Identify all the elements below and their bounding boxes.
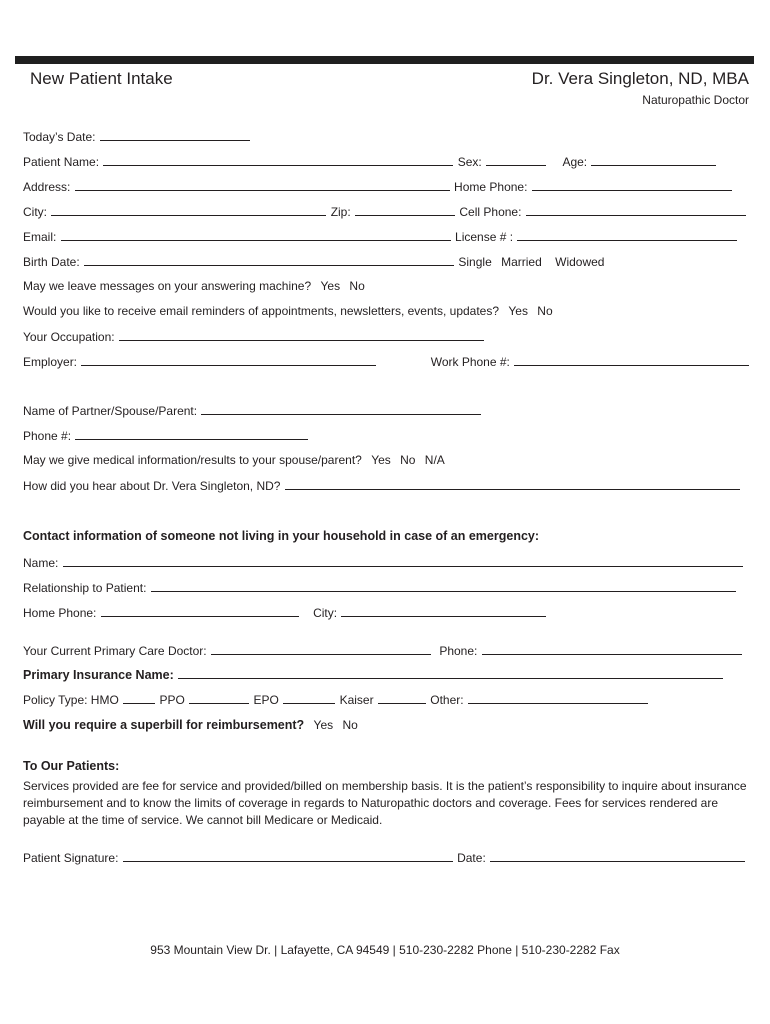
patient-name-field[interactable] <box>103 154 453 166</box>
page-title: New Patient Intake <box>30 69 173 88</box>
kaiser-label: Kaiser <box>339 693 374 707</box>
pcp-phone-label: Phone: <box>439 644 478 658</box>
partner-field[interactable] <box>201 403 481 415</box>
relationship-field[interactable] <box>151 580 736 592</box>
birth-date-label: Birth Date: <box>23 255 80 269</box>
referral-question: How did you hear about Dr. Vera Singleton, ND? <box>23 479 281 493</box>
home-phone-field[interactable] <box>532 179 732 191</box>
zip-label: Zip: <box>330 205 351 219</box>
phone-field[interactable] <box>75 428 308 440</box>
signature-date-field[interactable] <box>490 850 745 862</box>
notice-heading: To Our Patients: <box>23 759 120 773</box>
age-label: Age: <box>562 155 588 169</box>
messages-no-option[interactable]: No <box>349 279 365 293</box>
insurance-name-field[interactable] <box>178 667 723 679</box>
address-row <box>23 179 733 194</box>
epo-label: EPO <box>253 693 279 707</box>
emergency-name-field[interactable] <box>63 555 743 567</box>
epo-field[interactable] <box>283 692 335 704</box>
signature-date-label: Date: <box>457 851 486 865</box>
notice-body: Services provided are fee for service and provided/billed on membership basis. It is the patient’s responsibility to inquire about insurance reimbursement and to know the limits of coverage in regards to Naturopathic doctors and coverage. Fees for services rendered are payable at the time of service. We cannot bill Medicare or Medicaid. <box>23 779 747 827</box>
email-reminders-question: Would you like to receive email reminders of appointments, newsletters, events, updates? <box>23 304 500 318</box>
phone-row <box>23 428 309 443</box>
work-phone-label: Work Phone #: <box>430 355 510 369</box>
relationship-row <box>23 580 737 595</box>
emergency-home-phone-field[interactable] <box>101 605 299 617</box>
emergency-city-label: City: <box>313 606 338 620</box>
emergency-home-phone-label: Home Phone: <box>23 606 97 620</box>
email-reminders-row <box>23 304 553 318</box>
email-reminders-no-option[interactable]: No <box>537 304 553 318</box>
signature-row <box>23 850 746 865</box>
doctor-name: Dr. Vera Singleton, ND, MBA <box>531 69 749 88</box>
ppo-field[interactable] <box>189 692 249 704</box>
todays-date-label: Today’s Date: <box>23 130 96 144</box>
emergency-name-label: Name: <box>23 556 59 570</box>
footer-address: 953 Mountain View Dr. | Lafayette, CA 94549 | 510-230-2282 Phone | 510-230-2282 Fax <box>150 943 620 957</box>
hmo-field[interactable] <box>123 692 155 704</box>
partner-label: Name of Partner/Spouse/Parent: <box>23 404 198 418</box>
marital-single-option[interactable]: Single <box>458 255 492 269</box>
birth-date-row <box>23 254 604 269</box>
messages-yes-option[interactable]: Yes <box>320 279 341 293</box>
messages-question: May we leave messages on your answering machine? <box>23 279 312 293</box>
referral-row <box>23 478 741 493</box>
pcp-field[interactable] <box>211 643 431 655</box>
employer-label: Employer: <box>23 355 78 369</box>
city-label: City: <box>23 205 47 219</box>
superbill-yes-option[interactable]: Yes <box>313 718 334 732</box>
superbill-no-option[interactable]: No <box>342 718 358 732</box>
email-label: Email: <box>23 230 57 244</box>
email-row <box>23 229 738 244</box>
policy-type-row <box>23 692 649 707</box>
work-phone-field[interactable] <box>514 354 749 366</box>
marital-widowed-option[interactable]: Widowed <box>555 255 605 269</box>
home-phone-label: Home Phone: <box>454 180 528 194</box>
kaiser-field[interactable] <box>378 692 426 704</box>
policy-type-label: Policy Type: HMO <box>23 693 119 707</box>
signature-label: Patient Signature: <box>23 851 119 865</box>
address-field[interactable] <box>75 179 450 191</box>
marital-married-option[interactable]: Married <box>501 255 542 269</box>
employer-field[interactable] <box>81 354 376 366</box>
sex-label: Sex: <box>457 155 482 169</box>
patient-name-row <box>23 154 717 169</box>
todays-date-row <box>23 129 251 144</box>
relationship-label: Relationship to Patient: <box>23 581 147 595</box>
pcp-phone-field[interactable] <box>482 643 742 655</box>
employer-row <box>23 354 750 369</box>
occupation-row <box>23 329 485 344</box>
medical-info-no-option[interactable]: No <box>400 453 416 467</box>
occupation-label: Your Occupation: <box>23 330 115 344</box>
medical-info-yes-option[interactable]: Yes <box>371 453 391 467</box>
email-field[interactable] <box>61 229 451 241</box>
header-rule <box>15 56 754 64</box>
todays-date-field[interactable] <box>100 129 250 141</box>
partner-row <box>23 403 482 418</box>
pcp-row <box>23 643 743 658</box>
insurance-name-row <box>23 667 724 682</box>
city-row <box>23 204 747 219</box>
city-field[interactable] <box>51 204 326 216</box>
zip-field[interactable] <box>355 204 455 216</box>
medical-info-question: May we give medical information/results to your spouse/parent? <box>23 453 362 467</box>
license-label: License # : <box>455 230 514 244</box>
referral-field[interactable] <box>285 478 740 490</box>
age-field[interactable] <box>591 154 716 166</box>
doctor-title: Naturopathic Doctor <box>642 93 749 107</box>
signature-field[interactable] <box>123 850 453 862</box>
address-label: Address: <box>23 180 71 194</box>
insurance-name-label: Primary Insurance Name: <box>23 668 174 682</box>
emergency-heading: Contact information of someone not living in your household in case of an emergency: <box>23 529 540 543</box>
emergency-name-row <box>23 555 744 570</box>
other-label: Other: <box>430 693 464 707</box>
pcp-label: Your Current Primary Care Doctor: <box>23 644 207 658</box>
occupation-field[interactable] <box>119 329 484 341</box>
medical-info-na-option[interactable]: N/A <box>424 453 445 467</box>
cell-phone-label: Cell Phone: <box>459 205 522 219</box>
phone-label: Phone #: <box>23 429 72 443</box>
license-field[interactable] <box>517 229 737 241</box>
email-reminders-yes-option[interactable]: Yes <box>508 304 528 318</box>
ppo-label: PPO <box>159 693 185 707</box>
patient-name-label: Patient Name: <box>23 155 100 169</box>
emergency-city-field[interactable] <box>341 605 546 617</box>
sex-field[interactable] <box>486 154 546 166</box>
superbill-question: Will you require a superbill for reimbursement? <box>23 718 305 732</box>
medical-info-row <box>23 453 445 467</box>
emergency-phone-row <box>23 605 547 620</box>
cell-phone-field[interactable] <box>526 204 746 216</box>
other-field[interactable] <box>468 692 648 704</box>
messages-row <box>23 279 365 293</box>
superbill-row <box>23 718 358 732</box>
birth-date-field[interactable] <box>84 254 454 266</box>
